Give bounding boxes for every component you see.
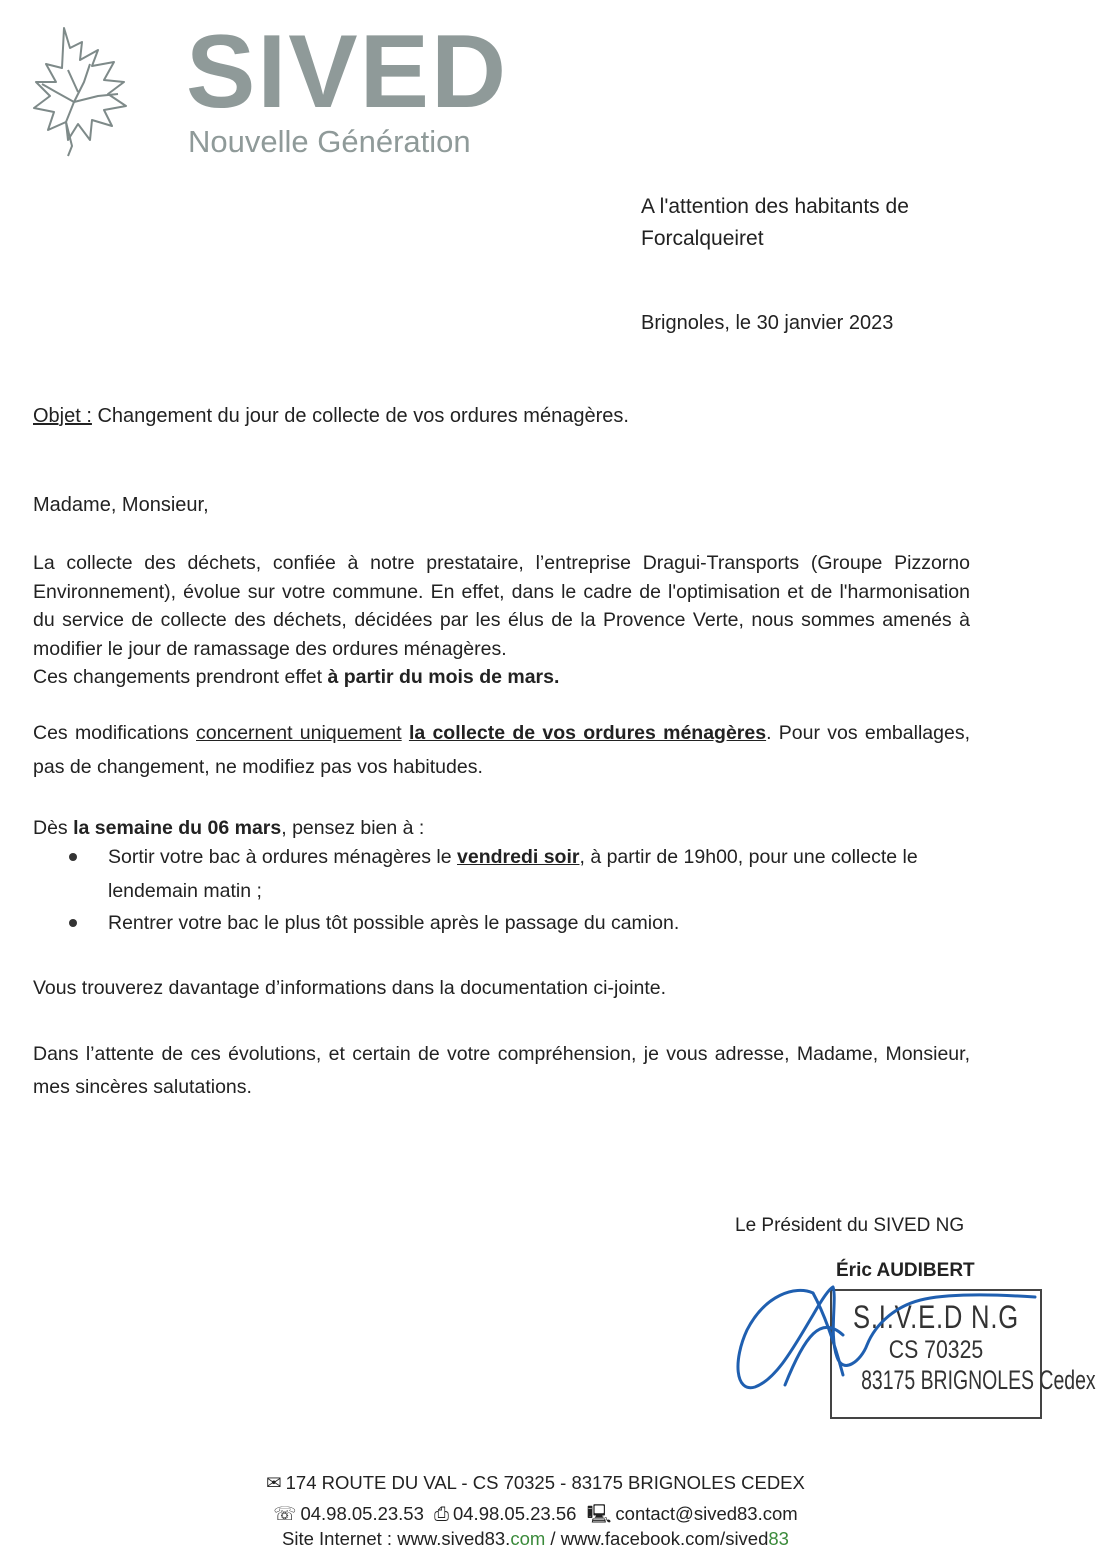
paragraph-1-effect-bold: à partir du mois de mars. [327, 666, 560, 688]
recipient-line-2: Forcalqueiret [641, 227, 764, 250]
footer-site-link: www.sived83. [397, 1528, 511, 1549]
logo-title: SIVED [186, 14, 509, 130]
paragraph-2-bold: la collecte de vos ordures ménagères [408, 722, 767, 744]
bullet-item [69, 906, 970, 940]
footer-site-link-tld: com [510, 1528, 546, 1549]
paragraph-1-text: La collecte des déchets, confiée à notre prestataire, l’entreprise Dragui-Transports (Groupe Pizzorno Environnement), évolue sur votre commune. En effet, dans le cadre de l'optimisation et de l'harmonisation du service de collecte des déchets, décidées par les élus de la Provence Verte, nous sommes amenés à modifier le jour de ramassage des ordures ménagères. [33, 552, 970, 660]
paragraph-2-pre: Ces modifications [33, 722, 197, 744]
footer-fax: 04.98.05.23.56 [452, 1503, 577, 1524]
paragraph-2 [33, 716, 970, 784]
paragraph-3 [33, 814, 970, 843]
bullet-1-post: , à partir de 19h00, pour une collecte le lendemain matin ; [108, 846, 918, 902]
stamp-line-3: 83175 BRIGNOLES Cedex [861, 1365, 1096, 1395]
envelope-icon: ✉ [266, 1472, 282, 1493]
stamp-line-1: S.I.V.E.D N.G [853, 1299, 1019, 1335]
signatory-title: Le Président du SIVED NG [735, 1215, 965, 1236]
paragraph-2-underlined: concernent uniquement [196, 722, 402, 744]
greeting: Madame, Monsieur, [33, 494, 209, 516]
maple-leaf-logo-icon [28, 22, 168, 162]
subject-line [33, 405, 629, 428]
recipient-line-1: A l'attention des habitants de [641, 195, 909, 218]
paragraph-1-effect: Ces changements prendront effet [33, 666, 328, 688]
computer-icon: 🖳 [586, 1503, 612, 1524]
footer-email: contact@sived83.com [615, 1503, 798, 1524]
paragraph-3-bold: la semaine du 06 mars [73, 817, 282, 839]
paragraph-1 [33, 549, 970, 692]
footer-site-label: Site Internet : [282, 1528, 398, 1549]
paragraph-3-pre: Dès [33, 817, 74, 839]
letter-date: Brignoles, le 30 janvier 2023 [641, 312, 894, 334]
footer-websites [0, 1528, 1071, 1550]
paragraph-3-post: , pensez bien à : [281, 817, 425, 839]
subject-text: Changement du jour de collecte de vos ordures ménagères. [91, 405, 629, 427]
handwritten-signature-icon [725, 1275, 1096, 1405]
paragraph-4: Vous trouverez davantage d’informations dans la documentation ci-jointe. [33, 977, 667, 999]
phone-icon: ☏ [273, 1503, 297, 1524]
footer-separator: / [545, 1528, 561, 1549]
bullet-1-pre: Sortir votre bac à ordures ménagères le [108, 846, 458, 868]
subject-label: Objet : [33, 405, 92, 427]
paragraph-5: Dans l’attente de ces évolutions, et certain de votre compréhension, je vous adresse, Madame, Monsieur, mes sincères salutations. [33, 1043, 970, 1098]
recipient-block [641, 191, 909, 255]
footer-address [0, 1472, 1071, 1494]
footer-phone: 04.98.05.23.53 [300, 1503, 424, 1524]
signatory-name: Éric AUDIBERT [836, 1260, 975, 1281]
bullet-dot-icon [69, 919, 77, 927]
bullet-2-text: Rentrer votre bac le plus tôt possible après le passage du camion. [108, 912, 680, 934]
logo-subtitle: Nouvelle Génération [188, 124, 471, 159]
bullet-item [69, 840, 970, 908]
bullet-1-bold: vendredi soir [457, 846, 580, 868]
footer-facebook-link: www.facebook.com/sived [560, 1528, 769, 1549]
paragraph-2-post: . Pour vos emballages, pas de changement, ne modifiez pas vos habitudes. [33, 722, 970, 778]
footer-address-text: 174 ROUTE DU VAL - CS 70325 - 83175 BRIGNOLES CEDEX [285, 1472, 805, 1493]
footer-facebook-suffix: 83 [768, 1528, 789, 1549]
bullet-dot-icon [69, 853, 77, 861]
paragraph-2-space [402, 722, 409, 744]
fax-icon: ⎙ [434, 1503, 449, 1524]
stamp-line-2: CS 70325 [888, 1336, 984, 1364]
